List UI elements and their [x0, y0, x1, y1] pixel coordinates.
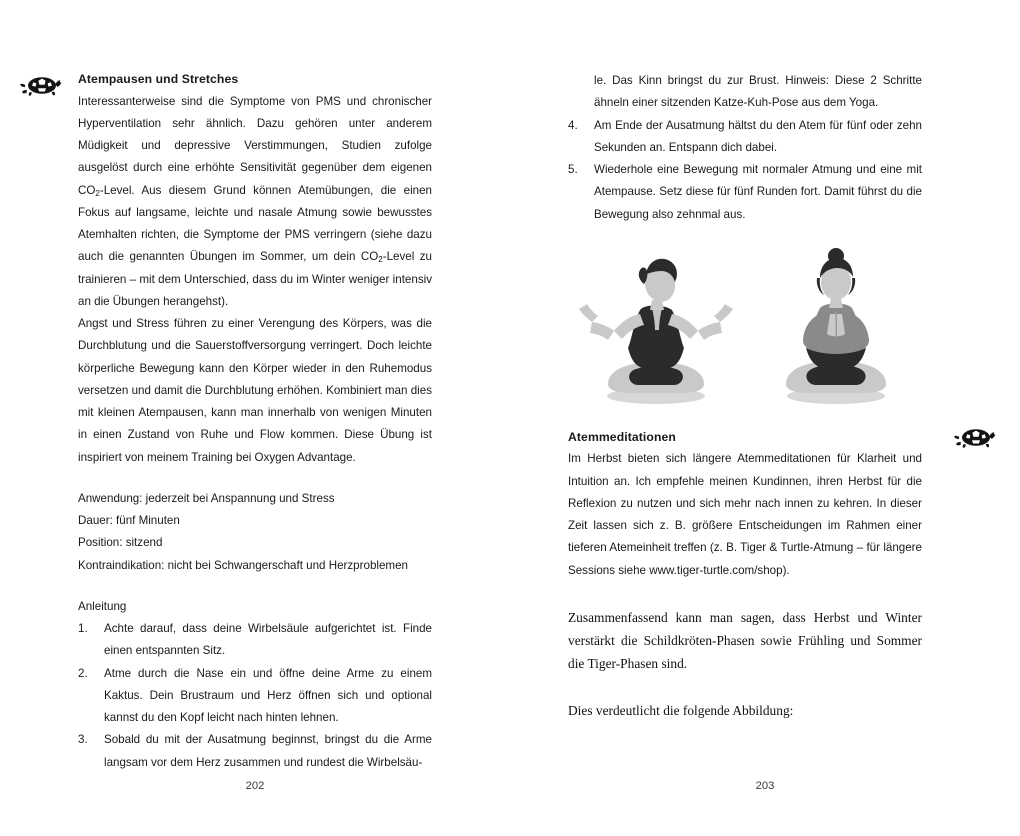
- list-item: [78, 663, 432, 730]
- step-text: Am Ende der Ausatmung hältst du den Atem für fünf oder zehn Sekunden an. Entspann dich dabei.: [594, 118, 922, 154]
- spacer: [568, 409, 922, 428]
- list-item: [78, 729, 432, 774]
- seated-prayer-hands-pose-illustration: [750, 244, 922, 409]
- paragraph-closing: Dies verdeutlicht die folgende Abbildung:: [568, 702, 794, 718]
- page-number-left: 202: [245, 780, 265, 792]
- step-text: Achte darauf, dass deine Wirbelsäule aufgerichtet ist. Finde einen entspannten Sitz.: [104, 622, 432, 658]
- instruction-steps-list: [78, 618, 432, 774]
- spacer: [78, 577, 432, 596]
- list-item: [568, 70, 922, 115]
- list-item: [568, 115, 922, 160]
- step-text: Atme durch die Nase ein und öffne deine Arme zu einem Kaktus. Dein Brustraum und Herz öffnen sich und optional kannst du den Kopf leicht nach hinten lehnen.: [104, 666, 432, 725]
- seated-cactus-arms-pose-illustration: [570, 244, 742, 409]
- meta-position: Position: sitzend: [78, 536, 163, 550]
- continuation-text: le. Das Kinn bringst du zur Brust. Hinweis: Diese 2 Schritte ähneln einer sitzenden Katze-Kuh-Pose aus dem Yoga.: [594, 74, 922, 110]
- right-column-text: [568, 70, 922, 722]
- right-page: [510, 0, 1020, 836]
- meta-dauer: Dauer: fünf Minuten: [78, 514, 180, 528]
- continuation-and-steps-list: [568, 70, 922, 226]
- paragraph-pms-part-1: Interessanterweise sind die Symptome von PMS und chronischer Hyperventilation sehr ähnlich. Dazu gehören unter anderem Müdigkeit und depressive Verstimmungen, Studien zufolge ausgelöst durch eine erhöhte Sensitivität gegenüber dem eigenen CO: [78, 94, 432, 197]
- paragraph-pms-part-3: -Level zu trainieren – mit dem Unterschied, dass du im Winter weniger intensiv an die Übungen herangehst).: [78, 250, 433, 308]
- yoga-illustration-group: [568, 244, 922, 409]
- paragraph-summary: Zusammenfassend kann man sagen, dass Herbst und Winter verstärkt die Schildkröten-Phasen sowie Frühling und Sommer die Tiger-Phasen sind.: [568, 609, 922, 671]
- spacer: [78, 469, 432, 488]
- step-number: 2.: [78, 666, 88, 680]
- co2-subscript-1: 2: [95, 188, 100, 198]
- step-number: 5.: [568, 163, 578, 176]
- paragraph-angst-stress: Angst und Stress führen zu einer Verengung des Körpers, was die Durchblutung und die Sauerstoffversorgung verringert. Doch leichte körperliche Bewegung kann den Körper wieder in den Ruhemodus versetzen und damit die Durchblutung erhöhen. Kombiniert man dies mit kleinen Atempausen, kann man innerhalb von wenigen Minuten in einen Zustand von Ruhe und Flow kommen. Diese Übung ist inspiriert von meinem Training bei Oxygen Advantage.: [78, 317, 432, 464]
- turtle-icon: [954, 422, 998, 452]
- meta-anwendung: Anwendung: jederzeit bei Anspannung und Stress: [78, 491, 335, 505]
- step-text: Wiederhole eine Bewegung mit normaler Atmung und eine mit Atempause. Setz diese für fünf Runden fort. Damit führst du die Bewegung also zehnmal aus.: [594, 163, 922, 221]
- meta-kontraindikation: Kontraindikation: nicht bei Schwangerschaft und Herzproblemen: [78, 558, 408, 572]
- paragraph-pms-symptoms: [78, 91, 432, 314]
- instructions-heading: Anleitung: [78, 599, 127, 613]
- step-text: Sobald du mit der Ausatmung beginnst, bringst du die Arme langsam vor dem Herz zusammen und rundest die Wirbelsäu-: [104, 733, 432, 769]
- turtle-icon: [20, 70, 64, 100]
- left-column-text: [78, 70, 432, 774]
- step-number: 1.: [78, 622, 88, 636]
- section-title-atempausen: Atempausen und Stretches: [78, 72, 239, 86]
- section-title-atemmeditationen: Atemmeditationen: [568, 429, 676, 444]
- step-number: 4.: [568, 118, 578, 132]
- paragraph-pms-part-2: -Level. Aus diesem Grund können Atemübungen, die einen Fokus auf langsame, leichte und nasale Atmung sowie bewusstes Atemhalten richten, die Symptome der PMS verringern (siehe dazu auch die genannten Übungen im Sommer, um dein CO: [78, 183, 432, 264]
- spacer: [568, 582, 922, 606]
- paragraph-atemmeditationen: Im Herbst bieten sich längere Atemmeditationen für Klarheit und Intuition an. Ich empfehle meinen Kundinnen, ihren Herbst für die Reflexion zu nutzen und sich mehr nach innen zu kehren. In dieser Zeit lassen sich z. B. größere Entscheidungen im Rahmen einer tieferen Atemeinheit treffen (z. B. Tiger & Turtle-Atmung – für längere Sessions siehe www.tiger-turtle.com/shop).: [568, 452, 922, 577]
- page-number-right: 203: [755, 780, 775, 792]
- spacer: [568, 675, 922, 699]
- step-number: 3.: [78, 733, 88, 747]
- list-item: [78, 618, 432, 663]
- list-item: [568, 159, 922, 226]
- co2-subscript-2: 2: [378, 255, 383, 265]
